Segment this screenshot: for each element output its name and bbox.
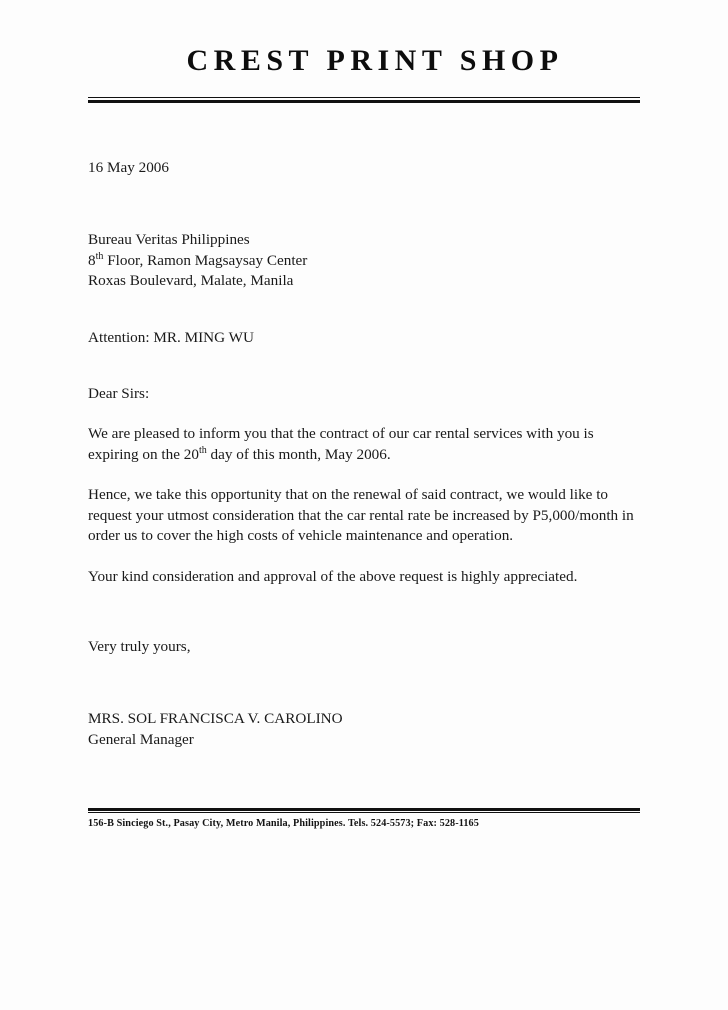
company-name-heading: CREST PRINT SHOP	[186, 44, 564, 77]
page-footer	[88, 808, 640, 830]
salutation: Dear Sirs:	[88, 385, 150, 403]
footer-divider-thin-line	[88, 812, 640, 813]
body-paragraph-3: Your kind consideration and approval of the above request is highly appreciated.	[88, 567, 578, 585]
attention-line: Attention: MR. MING WU	[88, 329, 254, 347]
recipient-company: Bureau Veritas Philippines	[88, 231, 250, 249]
recipient-floor-rest: Floor, Ramon Magsaysay Center	[103, 251, 308, 269]
recipient-floor-ordinal: th	[95, 250, 104, 262]
letterhead	[88, 44, 640, 103]
body-paragraph-1	[88, 404, 640, 465]
signer-name: MRS. SOL FRANCISCA V. CAROLINO	[88, 710, 343, 728]
letterhead-divider	[88, 97, 640, 103]
recipient-floor-number: 8	[88, 251, 96, 269]
letter-date: 16 May 2006	[88, 159, 169, 176]
body-paragraph-1-text-after-ordinal: day of this month, May 2006.	[206, 445, 391, 463]
recipient-address-block	[88, 178, 640, 292]
signature-block	[88, 657, 640, 750]
letterhead-divider-thick-line	[88, 100, 640, 103]
recipient-address-line-2: Roxas Boulevard, Malate, Manila	[88, 272, 294, 290]
footer-divider-thick-line	[88, 808, 640, 811]
footer-contact-line: 156-B Sinciego St., Pasay City, Metro Manila, Philippines. Tels. 524-5573; Fax: 528-1165	[88, 818, 479, 829]
closing-line: Very truly yours,	[88, 638, 191, 656]
body-paragraph-1-text-before-ordinal: We are pleased to inform you that the contract of our car rental services with you is expiring on the 20	[88, 425, 594, 463]
letter-body	[88, 158, 640, 751]
signer-title: General Manager	[88, 731, 194, 749]
body-paragraph-2: Hence, we take this opportunity that on the renewal of said contract, we would like to request your utmost consideration that the car rental rate be increased by P5,000/month in order us to cover the high costs of vehicle maintenance and operation.	[88, 486, 634, 545]
recipient-address-line-1	[88, 251, 640, 272]
body-paragraph-1-ordinal: th	[198, 444, 207, 456]
